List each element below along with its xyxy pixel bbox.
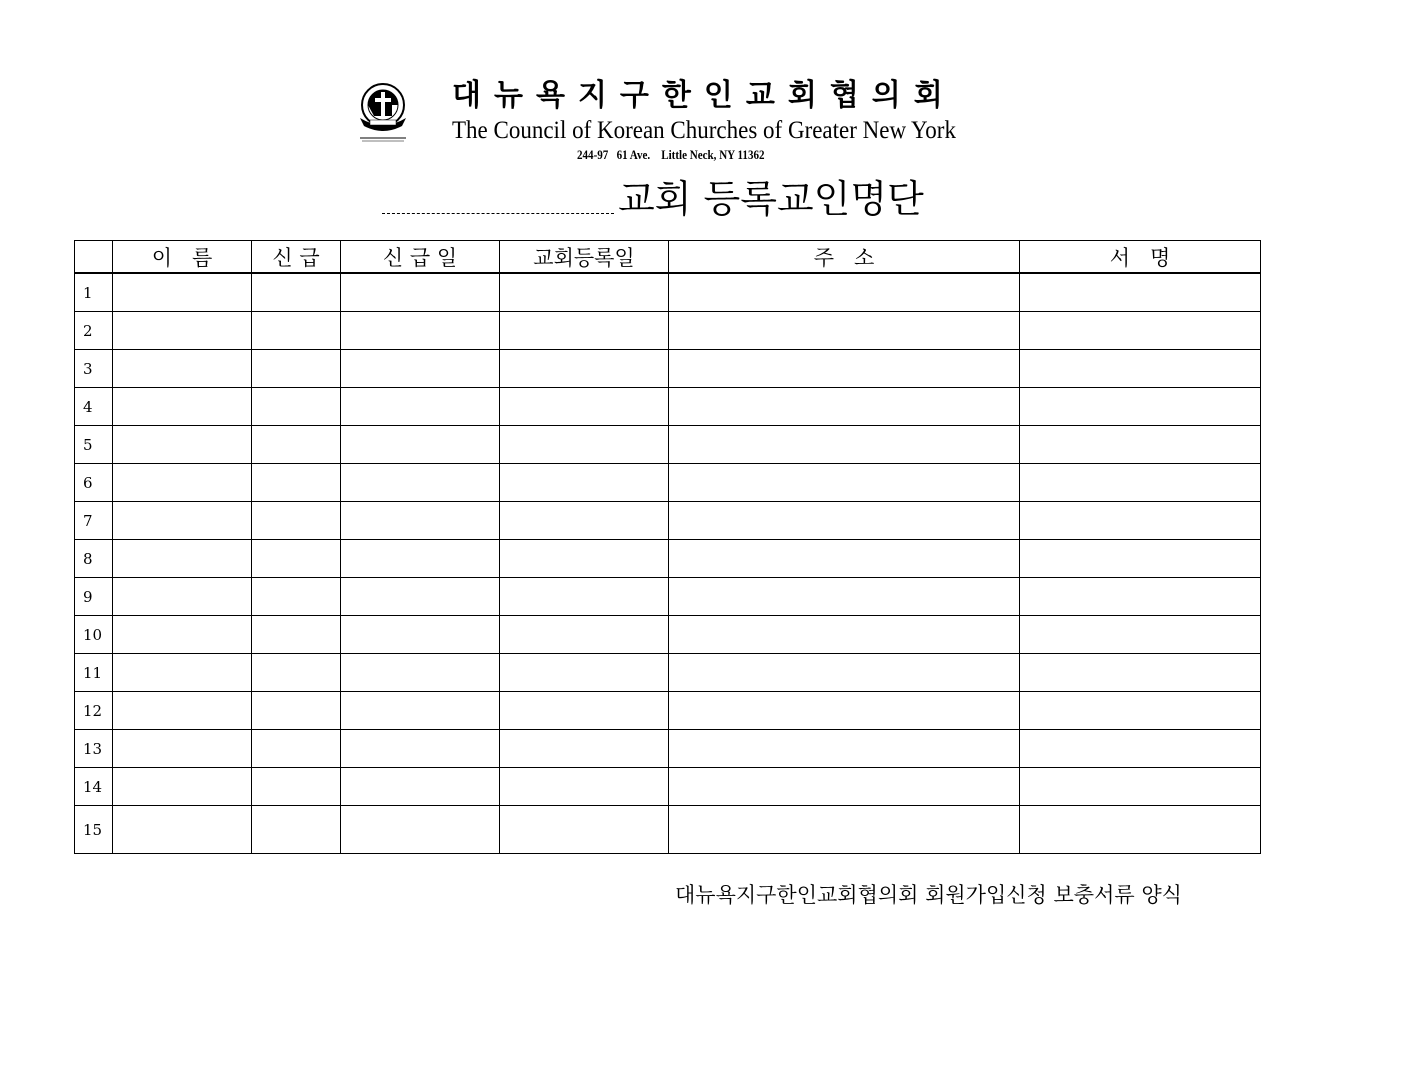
name-cell[interactable] (113, 616, 252, 654)
table-row (75, 502, 1261, 540)
registration-date-cell[interactable] (500, 464, 669, 502)
church-name-blank (382, 213, 614, 214)
grade-date-cell[interactable] (341, 273, 500, 312)
name-cell[interactable] (113, 388, 252, 426)
column-header-name: 이 름 (113, 241, 252, 274)
signature-cell[interactable] (1020, 768, 1261, 806)
signature-cell[interactable] (1020, 273, 1261, 312)
grade-cell[interactable] (252, 312, 341, 350)
grade-date-cell[interactable] (341, 616, 500, 654)
row-number: 9 (75, 578, 113, 616)
grade-cell[interactable] (252, 502, 341, 540)
row-number: 14 (75, 768, 113, 806)
grade-cell[interactable] (252, 540, 341, 578)
table-row (75, 464, 1261, 502)
address-cell[interactable] (669, 273, 1020, 312)
row-number: 7 (75, 502, 113, 540)
grade-cell[interactable] (252, 654, 341, 692)
row-number: 4 (75, 388, 113, 426)
table-row (75, 730, 1261, 768)
document-title: 교회 등록교인명단 (618, 177, 924, 221)
registration-date-cell[interactable] (500, 768, 669, 806)
name-cell[interactable] (113, 578, 252, 616)
name-cell[interactable] (113, 426, 252, 464)
registration-date-cell[interactable] (500, 578, 669, 616)
grade-cell[interactable] (252, 464, 341, 502)
address-cell[interactable] (669, 312, 1020, 350)
address-cell[interactable] (669, 768, 1020, 806)
name-cell[interactable] (113, 273, 252, 312)
registration-date-cell[interactable] (500, 540, 669, 578)
grade-date-cell[interactable] (341, 730, 500, 768)
name-cell[interactable] (113, 806, 252, 854)
address-cell[interactable] (669, 654, 1020, 692)
signature-cell[interactable] (1020, 350, 1261, 388)
row-number: 12 (75, 692, 113, 730)
name-cell[interactable] (113, 692, 252, 730)
row-number: 15 (75, 806, 113, 854)
row-number: 6 (75, 464, 113, 502)
row-number: 8 (75, 540, 113, 578)
address-cell[interactable] (669, 388, 1020, 426)
registration-date-cell[interactable] (500, 312, 669, 350)
registration-date-cell[interactable] (500, 502, 669, 540)
name-cell[interactable] (113, 730, 252, 768)
address-cell[interactable] (669, 806, 1020, 854)
form-footer-note: 대뉴욕지구한인교회협의회 회원가입신청 보충서류 양식 (675, 883, 1182, 907)
grade-cell[interactable] (252, 578, 341, 616)
grade-date-cell[interactable] (341, 654, 500, 692)
row-number: 1 (75, 273, 113, 312)
registration-date-cell[interactable] (500, 806, 669, 854)
grade-cell[interactable] (252, 730, 341, 768)
signature-cell[interactable] (1020, 616, 1261, 654)
table-row (75, 806, 1261, 854)
council-logo-icon (352, 80, 414, 146)
table-row (75, 768, 1261, 806)
signature-cell[interactable] (1020, 502, 1261, 540)
table-row (75, 654, 1261, 692)
council-name-english: The Council of Korean Churches of Greater New York (452, 117, 956, 144)
grade-date-cell[interactable] (341, 540, 500, 578)
address-cell[interactable] (669, 464, 1020, 502)
row-number: 3 (75, 350, 113, 388)
council-name-korean: 대뉴욕지구한인교회협의회 (452, 78, 956, 113)
row-number: 13 (75, 730, 113, 768)
registration-date-cell[interactable] (500, 692, 669, 730)
grade-cell[interactable] (252, 692, 341, 730)
member-roster-table (74, 240, 1261, 854)
signature-cell[interactable] (1020, 654, 1261, 692)
grade-date-cell[interactable] (341, 312, 500, 350)
registration-date-cell[interactable] (500, 388, 669, 426)
signature-cell[interactable] (1020, 312, 1261, 350)
column-header-signature: 서 명 (1020, 241, 1261, 274)
column-header-grade-date: 신 급 일 (341, 241, 500, 274)
grade-cell[interactable] (252, 388, 341, 426)
table-row (75, 578, 1261, 616)
registration-date-cell[interactable] (500, 730, 669, 768)
table-row (75, 312, 1261, 350)
registration-date-cell[interactable] (500, 350, 669, 388)
address-cell[interactable] (669, 616, 1020, 654)
column-header-address: 주 소 (669, 241, 1020, 274)
signature-cell[interactable] (1020, 388, 1261, 426)
grade-date-cell[interactable] (341, 578, 500, 616)
signature-cell[interactable] (1020, 426, 1261, 464)
column-header-registration-date: 교회등록일 (500, 241, 669, 274)
signature-cell[interactable] (1020, 540, 1261, 578)
grade-date-cell[interactable] (341, 388, 500, 426)
table-row (75, 388, 1261, 426)
grade-date-cell[interactable] (341, 502, 500, 540)
address-cell[interactable] (669, 350, 1020, 388)
row-number: 11 (75, 654, 113, 692)
address-cell[interactable] (669, 578, 1020, 616)
grade-cell[interactable] (252, 768, 341, 806)
table-row (75, 273, 1261, 312)
column-header-number (75, 241, 113, 274)
name-cell[interactable] (113, 312, 252, 350)
table-row (75, 616, 1261, 654)
council-address: 244-97 61 Ave. Little Neck, NY 11362 (577, 147, 765, 162)
registration-date-cell[interactable] (500, 426, 669, 464)
grade-date-cell[interactable] (341, 350, 500, 388)
grade-date-cell[interactable] (341, 806, 500, 854)
table-row (75, 540, 1261, 578)
address-cell[interactable] (669, 692, 1020, 730)
document-title-row (382, 176, 924, 222)
address-cell[interactable] (669, 540, 1020, 578)
grade-date-cell[interactable] (341, 464, 500, 502)
grade-cell[interactable] (252, 806, 341, 854)
table-row (75, 350, 1261, 388)
table-row (75, 426, 1261, 464)
grade-date-cell[interactable] (341, 692, 500, 730)
name-cell[interactable] (113, 654, 252, 692)
column-header-grade: 신 급 (252, 241, 341, 274)
address-cell[interactable] (669, 426, 1020, 464)
grade-cell[interactable] (252, 350, 341, 388)
row-number: 2 (75, 312, 113, 350)
registration-date-cell[interactable] (500, 616, 669, 654)
address-cell[interactable] (669, 730, 1020, 768)
signature-cell[interactable] (1020, 806, 1261, 854)
grade-cell[interactable] (252, 616, 341, 654)
name-cell[interactable] (113, 768, 252, 806)
signature-cell[interactable] (1020, 578, 1261, 616)
signature-cell[interactable] (1020, 730, 1261, 768)
registration-date-cell[interactable] (500, 654, 669, 692)
signature-cell[interactable] (1020, 464, 1261, 502)
grade-cell[interactable] (252, 273, 341, 312)
table-row (75, 692, 1261, 730)
grade-cell[interactable] (252, 426, 341, 464)
grade-date-cell[interactable] (341, 768, 500, 806)
row-number: 5 (75, 426, 113, 464)
signature-cell[interactable] (1020, 692, 1261, 730)
grade-date-cell[interactable] (341, 426, 500, 464)
table-header-row (75, 241, 1261, 274)
registration-date-cell[interactable] (500, 273, 669, 312)
row-number: 10 (75, 616, 113, 654)
name-cell[interactable] (113, 350, 252, 388)
name-cell[interactable] (113, 464, 252, 502)
name-cell[interactable] (113, 540, 252, 578)
address-cell[interactable] (669, 502, 1020, 540)
name-cell[interactable] (113, 502, 252, 540)
